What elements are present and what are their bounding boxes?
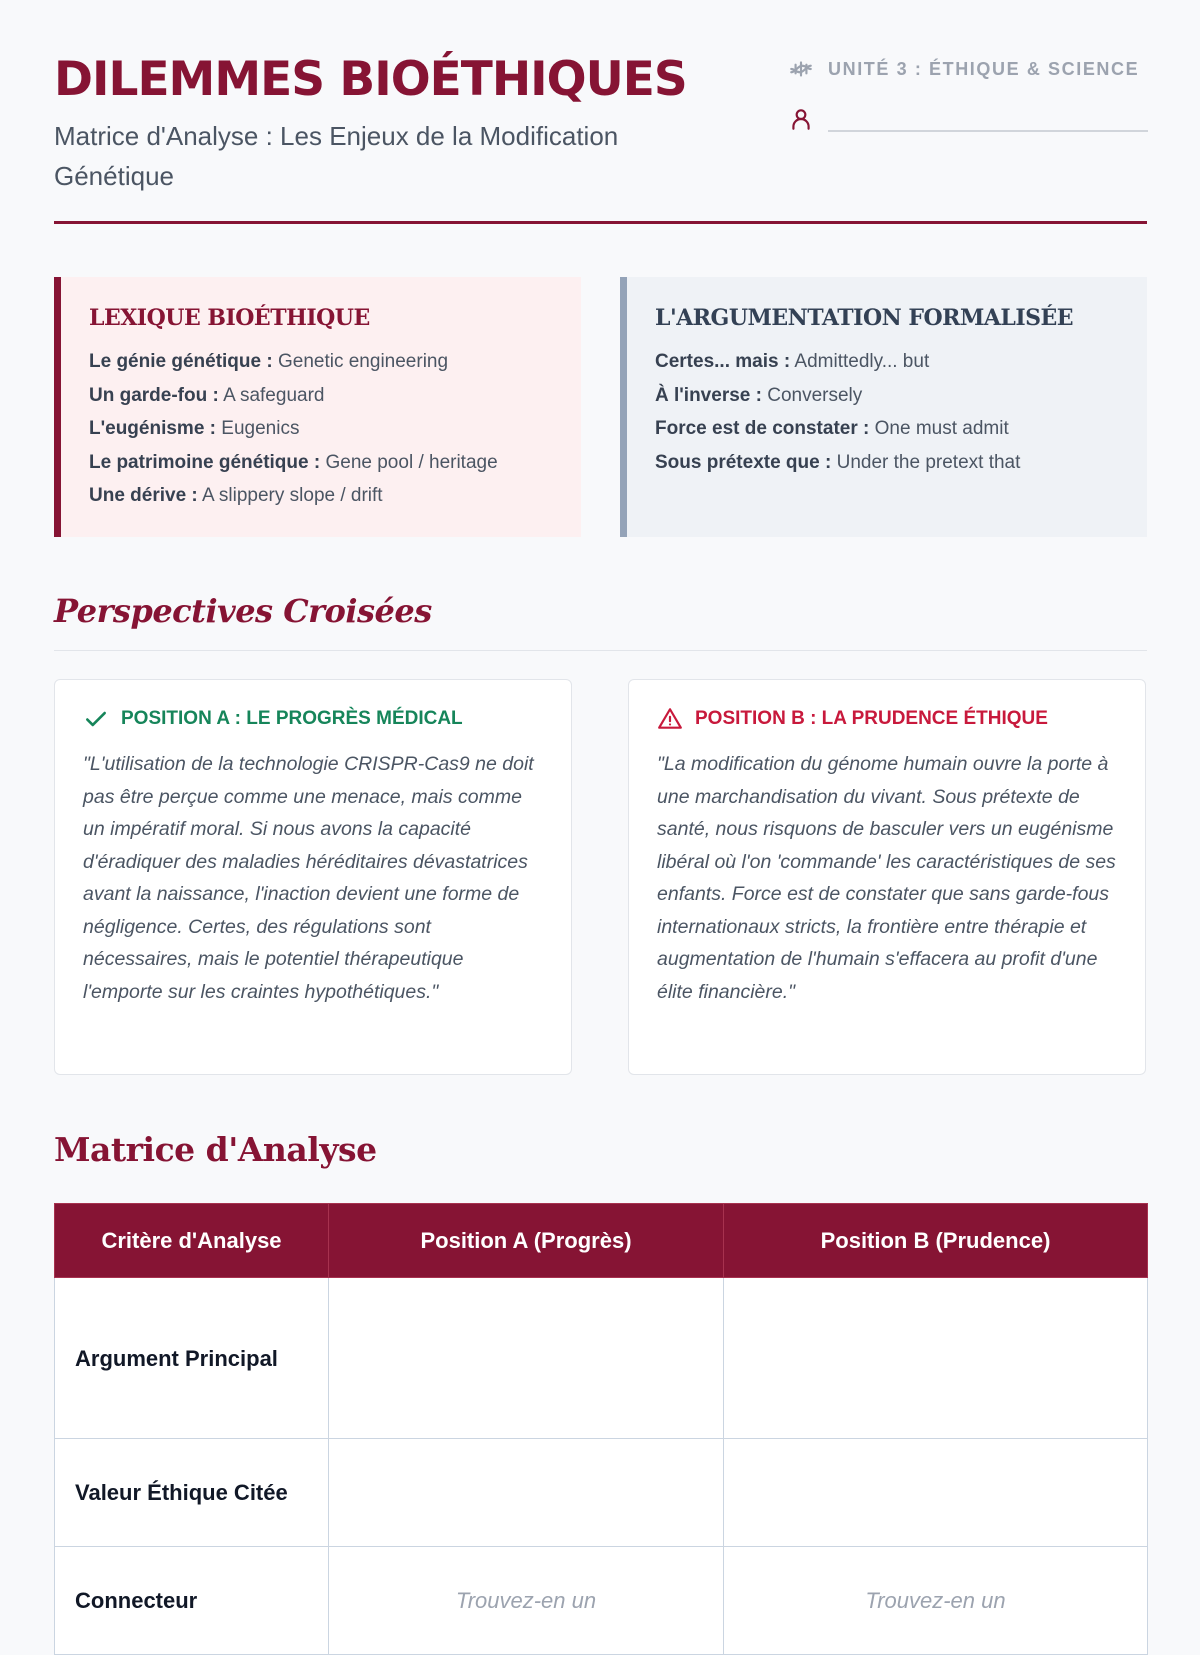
- connector-term: Force est de constater :: [655, 418, 870, 439]
- lexicon-translation: Eugenics: [221, 418, 300, 439]
- position-b-header: [657, 704, 1117, 734]
- position-b-quote: "La modification du génome humain ouvre la porte à une marchandisation du vivant. Sous prétexte de santé, nous risquons de basculer vers un eugénisme libéral où l'on 'commande' les caractéristiques de ses enfants. Force est de constater que sans garde-fous internationaux stricts, la frontière entre thérapie et augmentation de l'humain s'effacera au profit d'une élite financière.": [657, 753, 1116, 1003]
- lexicon-translation: A safeguard: [223, 384, 325, 406]
- matrix-header-row: [55, 1204, 1148, 1278]
- answer-cell-a[interactable]: Trouvez-en un: [329, 1547, 724, 1655]
- connector-translation: Conversely: [767, 384, 863, 406]
- connector-term: À l'inverse :: [655, 384, 762, 406]
- criterion-cell: Valeur Éthique Citée: [55, 1439, 329, 1547]
- connector-translation: Under the pretext that: [836, 451, 1021, 473]
- answer-cell-a[interactable]: [329, 1278, 724, 1439]
- lexicon-title: LEXIQUE BIOÉTHIQUE: [89, 305, 370, 331]
- connector-item: [655, 345, 1119, 379]
- lexicon-term: Le patrimoine génétique :: [89, 451, 321, 473]
- student-name-input[interactable]: [828, 98, 1148, 132]
- table-row: [55, 1439, 1148, 1547]
- matrix-header-criterion: Critère d'Analyse: [55, 1204, 329, 1278]
- connector-item: [655, 412, 1119, 446]
- page-title: DILEMMES BIOÉTHIQUES: [54, 52, 687, 107]
- lexicon-box: [54, 277, 581, 537]
- position-a-quote: "L'utilisation de la technologie CRISPR-Cas9 ne doit pas être perçue comme une menace, mais comme un impératif moral. Si nous avons la capacité d'éradiquer des maladies héréditaires dévastatrices avant la naissance, l'inaction devient une forme de négligence. Certes, des régulations sont nécessaires, mais le potentiel thérapeutique l'emporte sur les craintes hypothétiques.": [83, 753, 534, 1003]
- lexicon-item: [89, 479, 553, 513]
- worksheet-page: [54, 0, 1147, 1613]
- lexicon-translation: A slippery slope / drift: [202, 485, 383, 506]
- lexicon-item: [89, 446, 553, 480]
- lexicon-term: Un garde-fou :: [89, 384, 219, 406]
- position-a-card: [54, 679, 572, 1075]
- connector-item: [655, 379, 1119, 413]
- argumentation-title: L'ARGUMENTATION FORMALISÉE: [655, 305, 1074, 331]
- unit-line: [788, 56, 1139, 82]
- check-icon: [83, 706, 109, 732]
- section-divider: [54, 650, 1147, 651]
- criterion-cell: Connecteur: [55, 1547, 329, 1655]
- lexicon-item: [89, 345, 553, 379]
- perspectives-heading: Perspectives Croisées: [54, 592, 432, 630]
- matrix-header-position-a: Position A (Progrès): [329, 1204, 724, 1278]
- matrix-header-position-b: Position B (Prudence): [724, 1204, 1148, 1278]
- header: [54, 0, 1147, 224]
- lexicon-term: L'eugénisme :: [89, 418, 216, 439]
- position-a-header: [83, 704, 543, 734]
- table-row: [55, 1547, 1148, 1655]
- page-subtitle: Matrice d'Analyse : Les Enjeux de la Modification Génétique: [54, 121, 619, 191]
- connector-translation: Admittedly... but: [794, 351, 930, 372]
- lexicon-translation: Genetic engineering: [277, 351, 449, 372]
- connector-term: Certes... mais :: [655, 351, 791, 372]
- user-icon: [788, 106, 814, 132]
- lexicon-term: Une dérive :: [89, 485, 198, 506]
- vocabulary-boxes: [54, 277, 1147, 537]
- connector-item: [655, 446, 1119, 480]
- table-row: [55, 1278, 1148, 1439]
- analysis-matrix: [54, 1203, 1148, 1655]
- answer-cell-b[interactable]: [724, 1278, 1148, 1439]
- warning-triangle-icon: [657, 706, 683, 732]
- argumentation-box: [620, 277, 1147, 537]
- lexicon-item: [89, 412, 553, 446]
- lexicon-term: Le génie génétique :: [89, 351, 273, 372]
- criterion-cell: Argument Principal: [55, 1278, 329, 1439]
- answer-cell-b[interactable]: Trouvez-en un: [724, 1547, 1148, 1655]
- dna-icon: [788, 56, 814, 82]
- connector-translation: One must admit: [874, 418, 1009, 439]
- connector-term: Sous prétexte que :: [655, 451, 832, 473]
- position-b-card: [628, 679, 1146, 1075]
- student-name-line: [788, 98, 1148, 132]
- lexicon-translation: Gene pool / heritage: [325, 451, 498, 473]
- answer-cell-a[interactable]: [329, 1439, 724, 1547]
- matrix-heading: Matrice d'Analyse: [54, 1130, 377, 1169]
- answer-cell-b[interactable]: [724, 1439, 1148, 1547]
- unit-label: UNITÉ 3 : ÉTHIQUE & SCIENCE: [828, 58, 1140, 79]
- position-b-label: POSITION B : LA PRUDENCE ÉTHIQUE: [695, 708, 1048, 729]
- lexicon-item: [89, 379, 553, 413]
- position-a-label: POSITION A : LE PROGRÈS MÉDICAL: [121, 708, 463, 729]
